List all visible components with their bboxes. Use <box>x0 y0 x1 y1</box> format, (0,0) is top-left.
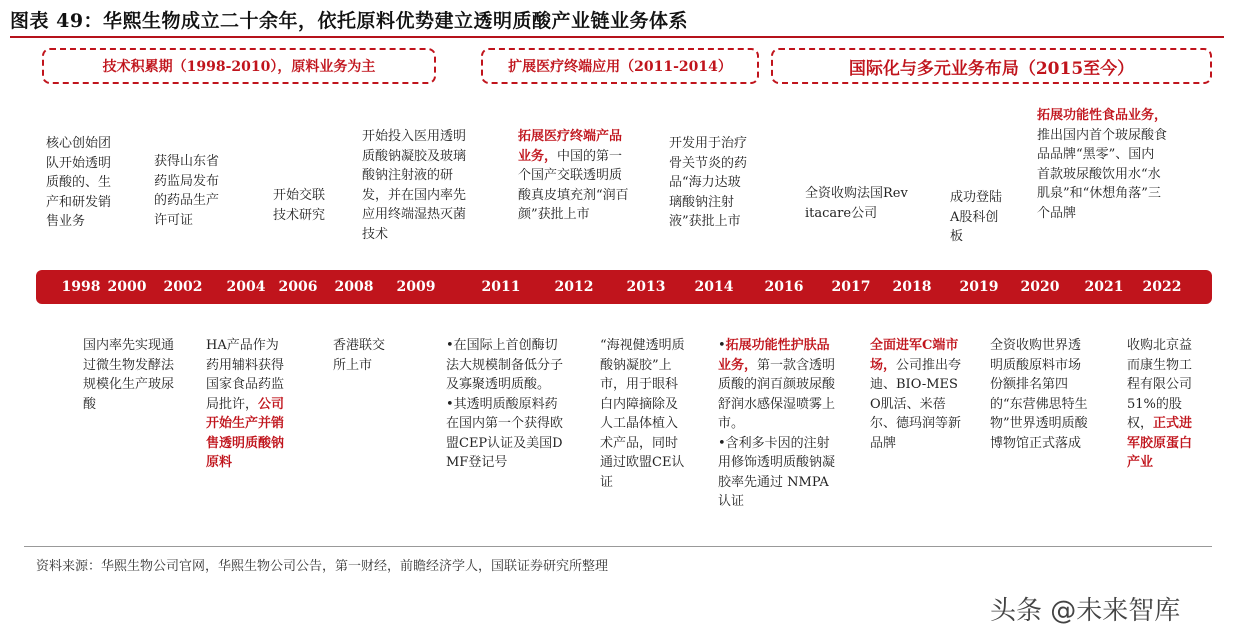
phase-box-1 <box>42 48 436 84</box>
bottom-note <box>600 336 686 492</box>
note-text: 开始交联技术研究 <box>273 188 326 223</box>
note-bullet <box>718 336 842 434</box>
note-bullet <box>446 395 566 473</box>
note-text: 成功登陆A股科创板 <box>950 190 1003 244</box>
note-bullet <box>718 434 842 512</box>
year-label-2018: 2018 <box>892 279 932 295</box>
note-bullet <box>600 336 686 492</box>
phase-box-3 <box>771 48 1212 84</box>
bottom-note <box>990 336 1090 453</box>
note-text: 国内率先实现通过微生物发酵法规模化生产玻尿酸 <box>83 338 175 412</box>
note-text: 开发用于治疗骨关节炎的药品“海力达玻璃酸钠注射液”获批上市 <box>669 136 748 229</box>
year-label-2008: 2008 <box>334 279 374 295</box>
highlight-text: 拓展医疗终端产品业务， <box>518 129 623 164</box>
note-text: “海视健透明质酸钠凝胶”上市，用于眼科白内障摘除及人工晶体植入术产品，同时通过欧盟CE认证 <box>600 338 685 490</box>
top-note <box>1037 106 1167 223</box>
note-text: 中国的第一个国产交联透明质酸真皮填充剂“润百颜”获批上市 <box>518 148 629 222</box>
top-note <box>518 127 634 225</box>
year-label-2013: 2013 <box>626 279 666 295</box>
bottom-note <box>1127 336 1195 473</box>
top-note <box>950 188 1008 247</box>
note-text: 香港联交所上市 <box>333 338 386 373</box>
source-note: 资料来源：华熙生物公司官网，华熙生物公司公告，第一财经，前瞻经济学人，国联证券研究所整理 <box>36 559 609 574</box>
note-text: •其透明质酸原料药在国内第一个获得欧盟CEP认证及美国DMF登记号 <box>446 396 564 470</box>
note-bullet <box>1127 336 1195 473</box>
note-text: 收购北京益而康生物工程有限公司51%的股权， <box>1127 338 1193 431</box>
title-divider <box>10 36 1224 38</box>
note-bullet <box>446 336 566 395</box>
note-text: 获得山东省药监局发布的药品生产许可证 <box>154 154 220 228</box>
note-text: HA产品作为药用辅料获得国家食品药监局批许， <box>206 338 285 412</box>
note-text: 公司推出夸迪、BIO-MESO肌活、米蓓尔、德玛润等新品牌 <box>870 357 962 451</box>
year-label-2011: 2011 <box>481 279 521 295</box>
phase-label-3: 国际化与多元业务布局（2015至今） <box>848 58 1135 79</box>
note-bullet <box>206 336 290 473</box>
top-note <box>805 184 909 223</box>
bottom-note <box>446 336 566 473</box>
year-label-1998: 1998 <box>61 279 101 295</box>
bottom-note <box>333 336 388 375</box>
phase-box-2 <box>481 48 759 84</box>
note-text: 核心创始团队开始透明质酸的、生产和研发销售业务 <box>46 136 112 229</box>
highlight-text: 全面进军C端市场， <box>870 338 959 373</box>
year-label-2019: 2019 <box>959 279 999 295</box>
top-note <box>46 134 116 232</box>
timeline-bar <box>36 270 1212 304</box>
bottom-note <box>206 336 290 473</box>
year-label-2000: 2000 <box>107 279 147 295</box>
highlight-text: 拓展功能性护肤品业务， <box>718 338 830 373</box>
note-bullet <box>870 336 968 453</box>
year-label-2002: 2002 <box>163 279 203 295</box>
year-label-2016: 2016 <box>764 279 804 295</box>
highlight-text: 拓展功能性食品业务， <box>1037 108 1168 123</box>
note-bullet <box>333 336 388 375</box>
top-note <box>362 127 474 244</box>
phase-label-2: 扩展医疗终端应用（2011-2014） <box>508 59 732 75</box>
year-label-2022: 2022 <box>1142 279 1182 295</box>
year-label-2004: 2004 <box>226 279 266 295</box>
note-text: 开始投入医用透明质酸钠凝胶及玻璃酸钠注射液的研发，并在国内率先应用终端湿热灭菌技术 <box>362 129 467 242</box>
bottom-note <box>870 336 968 453</box>
note-bullet <box>990 336 1090 453</box>
highlight-text: 正式进军胶原蛋白产业 <box>1127 416 1193 470</box>
year-label-2014: 2014 <box>694 279 734 295</box>
bottom-note <box>718 336 842 512</box>
year-label-2020: 2020 <box>1020 279 1060 295</box>
top-note <box>669 134 751 232</box>
note-text: 第一款含透明质酸的润百颜玻尿酸舒润水感保湿喷雾上市。 <box>718 357 836 431</box>
note-text: • <box>718 338 726 353</box>
phase-label-1: 技术积累期（1998-2010），原料业务为主 <box>102 59 376 75</box>
year-label-2006: 2006 <box>278 279 318 295</box>
year-label-2021: 2021 <box>1084 279 1124 295</box>
note-text: •在国际上首创酶切法大规模制备低分子及寡聚透明质酸。 <box>446 338 564 392</box>
source-divider <box>24 546 1212 547</box>
note-text: 全资收购法国Revitacare公司 <box>805 186 908 221</box>
top-note <box>273 186 328 225</box>
year-label-2009: 2009 <box>396 279 436 295</box>
top-note <box>154 152 224 230</box>
bottom-note <box>83 336 181 414</box>
watermark: 头条 @未来智库 <box>990 596 1181 626</box>
figure-title: 图表 49：华熙生物成立二十余年，依托原料优势建立透明质酸产业链业务体系 <box>10 10 689 32</box>
year-label-2012: 2012 <box>554 279 594 295</box>
highlight-text: 公司开始生产并销售透明质酸钠原料 <box>206 396 285 470</box>
note-bullet <box>83 336 181 414</box>
note-text: 全资收购世界透明质酸原料市场份额排名第四的“东营佛思特生物”世界透明质酸博物馆正式落成 <box>990 338 1088 451</box>
year-label-2017: 2017 <box>831 279 871 295</box>
note-text: •含利多卡因的注射用修饰透明质酸钠凝胶率先通过 NMPA 认证 <box>718 435 836 509</box>
note-text: 推出国内首个玻尿酸食品品牌“黑零”、国内首款玻尿酸饮用水“水肌泉”和“休想角落”三个品牌 <box>1037 127 1168 221</box>
